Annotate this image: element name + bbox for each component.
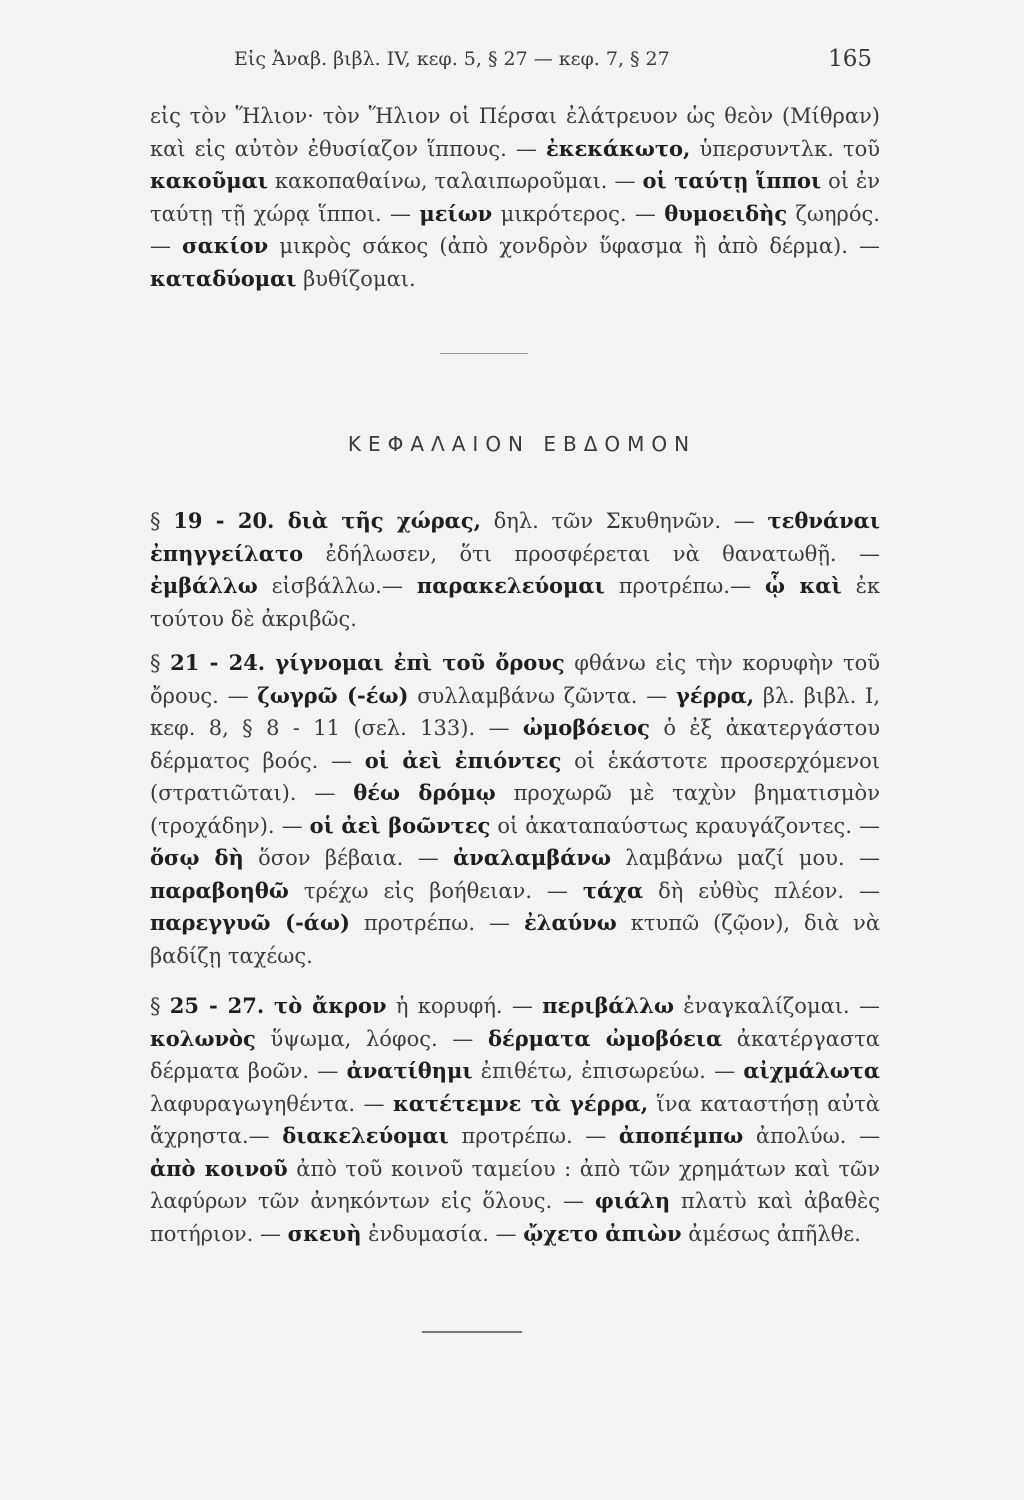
headword: γέρρα, <box>676 682 755 708</box>
commentary-paragraph <box>150 100 880 295</box>
headword: ὠμοβόειος <box>522 715 650 740</box>
gloss-text: οἱ ἀκαταπαύστως κραυγάζοντες. — <box>490 813 880 838</box>
headword: 21 - 24. γίγνομαι ἐπὶ τοῦ ὄρους <box>170 650 565 675</box>
page-number: 165 <box>828 46 872 72</box>
end-divider <box>422 1331 522 1333</box>
gloss-text: ζωηρός. — <box>150 201 880 258</box>
headword: σακίον <box>182 233 269 258</box>
headword: κακοῦμαι <box>150 168 268 193</box>
gloss-text: ὅσον βέβαια. — <box>243 846 454 870</box>
headword: θέω δρόμῳ <box>353 780 496 805</box>
headword: φιάλη <box>594 1188 671 1213</box>
gloss-text: δηλ. τῶν Σκυθηνῶν. — <box>480 509 768 533</box>
headword: καταδύομαι <box>150 265 297 291</box>
headword: περιβάλλω <box>542 993 675 1018</box>
headword: οἱ ἀεὶ ἐπιόντες <box>364 747 562 773</box>
gloss-text: § <box>150 651 171 675</box>
headword: ᾧ καὶ <box>764 573 842 598</box>
headword: ἐμβάλλω <box>150 573 258 598</box>
headword: κολωνὸς <box>150 1025 256 1051</box>
gloss-text: ὑπερσυντλκ. τοῦ <box>690 136 881 161</box>
commentary-paragraph <box>150 990 880 1250</box>
gloss-text: ἡ κορυφή. — <box>386 994 543 1018</box>
headword: ἀνατίθημι <box>346 1058 473 1083</box>
gloss-text: μικρότερος. — <box>492 201 665 226</box>
headword: 25 - 27. τὸ ἄκρον <box>169 993 387 1018</box>
gloss-text: ἵνα καταστήσῃ αὐτὰ ἄχρηστα.— <box>150 1091 880 1148</box>
gloss-text: εἰσβάλλω.— <box>257 574 417 598</box>
chapter-title: ΚΕΦΑΛΑΙΟΝ ΕΒΔΟΜΟΝ <box>347 432 697 456</box>
gloss-text: κτυπῶ (ζῷον), διὰ νὰ βαδίζῃ ταχέως. <box>150 911 880 968</box>
headword: θυμοειδὴς <box>664 200 788 226</box>
headword: δέρματα ὠμοβόεια <box>487 1025 723 1051</box>
gloss-text: οἱ ἐν ταύτῃ τῇ χώρᾳ ἵπποι. — <box>150 169 881 226</box>
headword: οἱ ἀεὶ βοῶντες <box>309 812 491 838</box>
gloss-text: ἀμέσως ἀπῆλθε. <box>681 1221 861 1246</box>
gloss-text: τρέχω εἰς βοήθειαν. — <box>288 878 583 903</box>
gloss-text: μικρὸς σάκος (ἀπὸ χονδρὸν ὕφασμα ἢ ἀπὸ δέρμα). — <box>268 234 880 258</box>
gloss-text: § <box>150 994 170 1018</box>
running-head: Εἰς Ἀναβ. βιβλ. IV, κεφ. 5, § 27 — κεφ. 7, § 27 <box>234 48 670 70</box>
headword: τεθνάναι ἐπηγγείλατο <box>150 508 880 566</box>
gloss-text: βλ. βιβλ. I, κεφ. 8, § 8 - 11 (σελ. 133). — <box>150 683 881 740</box>
headword: ἀναλαμβάνω <box>453 845 611 870</box>
gloss-text: συλλαμβάνω ζῶντα. — <box>408 683 677 708</box>
headword: διακελεύομαι <box>282 1123 449 1148</box>
headword: παραβοηθῶ <box>150 877 289 903</box>
headword: σκευὴ <box>287 1220 362 1246</box>
gloss-text: ἐνδυμασία. — <box>361 1221 524 1246</box>
commentary-paragraph <box>150 647 880 972</box>
gloss-text: φθάνω εἰς τὴν κορυφὴν τοῦ ὄρους. — <box>150 651 880 708</box>
gloss-text: προτρέπω.— <box>604 574 765 598</box>
headword: παρεγγυῶ (-άω) <box>150 910 350 935</box>
headword: αἰχμάλωτα <box>743 1058 880 1083</box>
gloss-text: ἐδήλωσεν, ὅτι προσφέρεται νὰ θανατωθῇ. — <box>303 541 880 566</box>
gloss-text: πλατὺ καὶ ἀβαθὲς ποτήριον. — <box>150 1189 881 1246</box>
headword: ᾤχετο ἀπιὼν <box>523 1220 682 1246</box>
gloss-text: ἀκατέργαστα δέρματα βοῶν. — <box>150 1026 880 1083</box>
page-header <box>150 48 872 84</box>
gloss-text: εἰς τὸν Ἥλιον· τὸν Ἥλιον οἱ Πέρσαι ἐλάτρευον ὡς θεὸν (Μίθραν) καὶ εἰς αὐτὸν ἐθυσίαζον ἵππους. — <box>150 104 880 161</box>
headword: ζωγρῶ (-έω) <box>257 682 409 708</box>
headword: ἀπὸ κοινοῦ <box>150 1155 288 1181</box>
headword: μείων <box>419 200 493 226</box>
headword: ὅσῳ δὴ <box>150 845 244 870</box>
gloss-text: λαφυραγωγηθέντα. — <box>150 1091 394 1116</box>
headword: ἐκεκάκωτο, <box>546 135 691 161</box>
headword: ἀποπέμπω <box>618 1123 744 1148</box>
gloss-text: ὕψωμα, λόφος. — <box>255 1026 488 1051</box>
gloss-text: προτρέπω. — <box>448 1124 619 1148</box>
gloss-text: κακοπαθαίνω, ταλαιπωροῦμαι. — <box>267 169 643 193</box>
gloss-text: βυθίζομαι. <box>296 266 416 291</box>
headword: τάχα <box>582 877 644 903</box>
gloss-text: ἐναγκαλίζομαι. — <box>674 994 880 1018</box>
gloss-text: ἐκ τούτου δὲ ἀκριβῶς. <box>150 574 880 631</box>
headword: κατέτεμνε τὰ γέρρα, <box>393 1090 649 1116</box>
gloss-text: ἀπὸ τοῦ κοινοῦ ταμείου : ἀπὸ τῶν χρημάτων καὶ τῶν λαφύρων τῶν ἀνηκόντων εἰς ὅλους. — <box>150 1156 880 1213</box>
gloss-text: προχωρῶ μὲ ταχὺν βηματισμὸν (τροχάδην). — <box>150 781 880 838</box>
headword: 19 - 20. διὰ τῆς χώρας, <box>173 508 481 533</box>
gloss-text: προτρέπω. — <box>349 911 524 935</box>
gloss-text: ὁ ἐξ ἀκατεργάστου δέρματος βοός. — <box>150 716 880 773</box>
gloss-text: § <box>150 509 174 533</box>
gloss-text: δὴ εὐθὺς πλέον. — <box>643 878 880 903</box>
headword: παρακελεύομαι <box>416 573 605 598</box>
commentary-paragraph <box>150 505 880 635</box>
gloss-text: ἀπολύω. — <box>743 1124 881 1148</box>
headword: οἱ ταύτῃ ἵπποι <box>642 168 822 193</box>
gloss-text: οἱ ἑκάστοτε προσερχόμενοι (στρατιῶται). — <box>150 748 881 805</box>
gloss-text: λαμβάνω μαζί μου. — <box>610 846 880 870</box>
gloss-text: ἐπιθέτω, ἐπισωρεύω. — <box>472 1059 744 1083</box>
section-divider <box>440 353 528 354</box>
headword: ἐλαύνω <box>523 910 617 935</box>
